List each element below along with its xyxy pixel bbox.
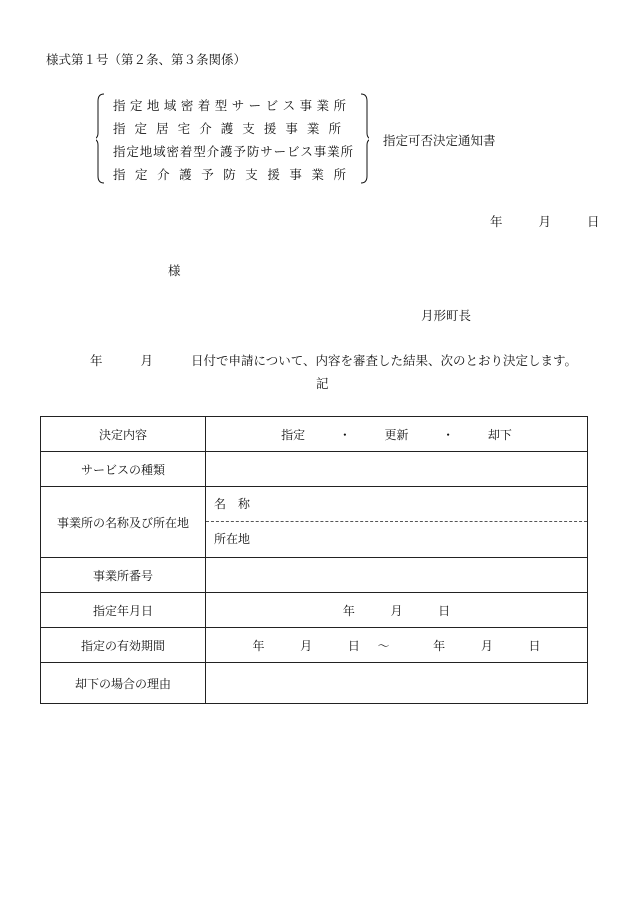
option-reject: 却下 (487, 427, 512, 442)
validity-to-day: 日 (528, 638, 541, 653)
document-title: 指定可否決定通知書 (383, 133, 496, 148)
office-type-bracket (96, 93, 369, 184)
office-type-line-3: 指定地域密着型介護予防サービス事業所 (113, 144, 353, 159)
issue-date-day: 日 (586, 214, 600, 229)
body-year: 年 (90, 353, 103, 368)
issue-date-month: 月 (538, 214, 551, 229)
designation-year: 年 (342, 603, 355, 618)
option-renew: 更新 (384, 427, 409, 442)
validity-to-year: 年 (433, 638, 446, 653)
table-row (41, 452, 588, 487)
service-type-label: サービスの種類 (41, 452, 206, 487)
option-separator: ・ (338, 427, 351, 442)
designation-day: 日 (438, 603, 451, 618)
addressee-suffix: 様 (168, 263, 181, 278)
decision-options (206, 417, 588, 452)
issue-date-year: 年 (490, 214, 503, 229)
table-row (41, 558, 588, 593)
decision-label: 決定内容 (41, 417, 206, 452)
office-type-line-1: 指定地域密着型サービス事業所 (113, 98, 346, 113)
table-row (41, 417, 588, 452)
office-name-label: 名 称 (206, 487, 587, 522)
validity-from-day: 日 (347, 638, 360, 653)
office-type-line-2: 指定居宅介護支援事業所 (113, 121, 341, 136)
table-row (41, 628, 588, 663)
office-name-address-label: 事業所の名称及び所在地 (41, 487, 206, 558)
validity-to-month: 月 (480, 638, 493, 653)
office-type-line-4: 指定介護予防支援事業所 (113, 167, 346, 182)
rejection-reason-label: 却下の場合の理由 (41, 663, 206, 704)
service-type-value (206, 452, 588, 487)
decision-table (40, 416, 588, 704)
ki-heading: 記 (316, 376, 329, 391)
option-separator: ・ (442, 427, 455, 442)
validity-label: 指定の有効期間 (41, 628, 206, 663)
validity-from-year: 年 (252, 638, 265, 653)
issuer-name: 月形町長 (421, 308, 472, 323)
body-month: 月 (140, 353, 153, 368)
table-row (41, 593, 588, 628)
office-address-label: 所在地 (214, 532, 251, 546)
validity-from-month: 月 (300, 638, 313, 653)
option-designate: 指定 (281, 427, 306, 442)
designation-month: 月 (390, 603, 403, 618)
office-number-label: 事業所番号 (41, 558, 206, 593)
table-row (41, 663, 588, 704)
table-row (41, 487, 588, 558)
designation-date-value (206, 593, 588, 628)
office-number-value (206, 558, 588, 593)
body-sentence (90, 351, 577, 369)
office-name-address-cell (206, 487, 588, 558)
designation-date-label: 指定年月日 (41, 593, 206, 628)
validity-tilde: ～ (377, 638, 390, 653)
validity-value (206, 628, 588, 663)
rejection-reason-value (206, 663, 588, 704)
form-number: 様式第１号（第２条、第３条関係） (46, 52, 247, 67)
issue-date (490, 212, 599, 230)
body-text: 日付で申請について、内容を審査した結果、次のとおり決定します。 (190, 353, 577, 368)
